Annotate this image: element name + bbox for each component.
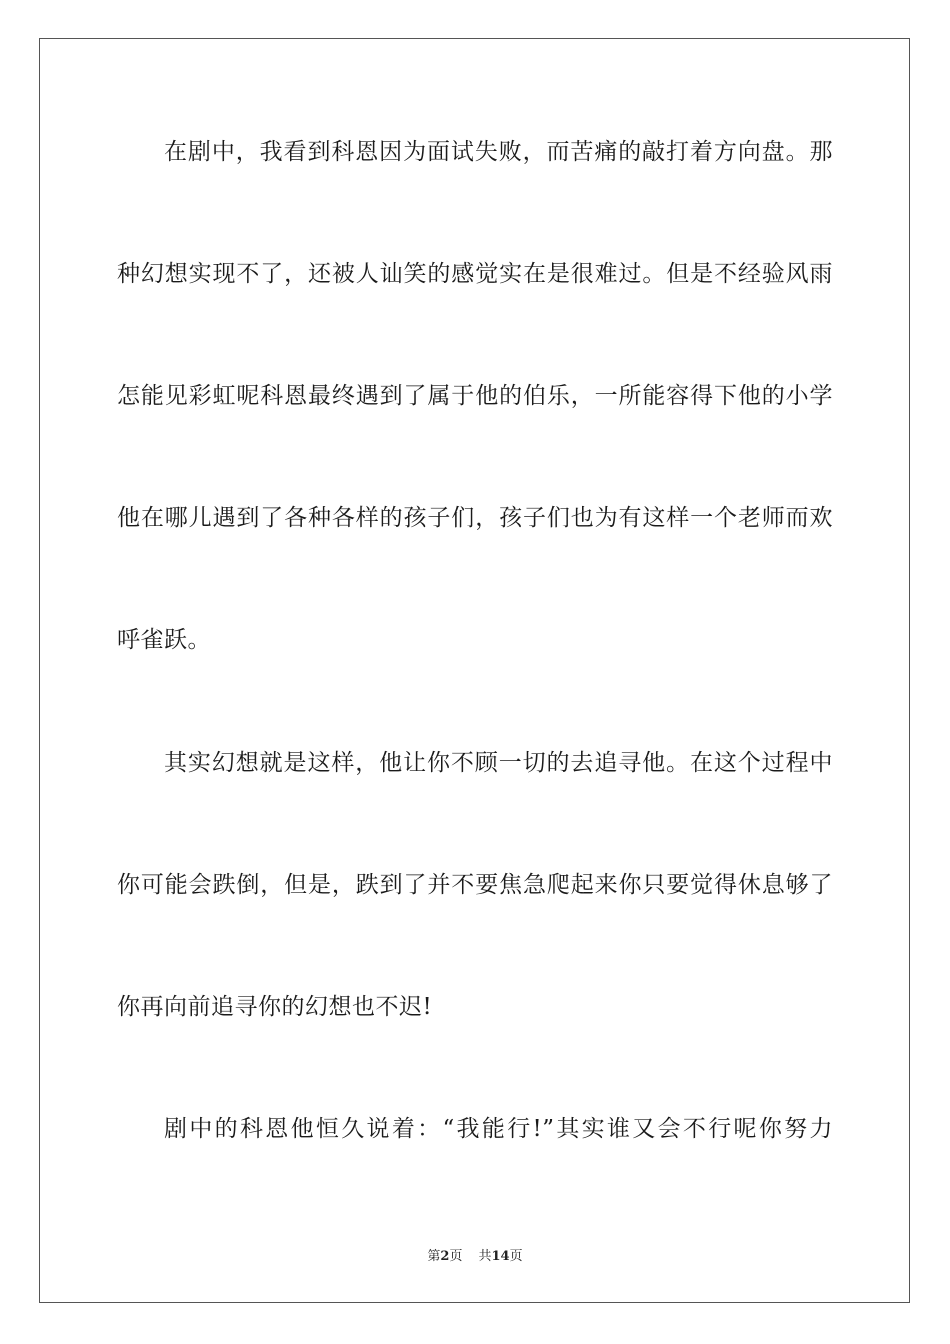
- paragraph-line: 种幻想实现不了，还被人讪笑的感觉实在是很难过。但是不经验风雨: [117, 261, 833, 287]
- total-label-prefix: 共: [478, 1249, 492, 1264]
- page-label-prefix: 第: [427, 1249, 441, 1264]
- paragraph-line: 在剧中，我看到科恩因为面试失败，而苦痛的敲打着方向盘。那: [164, 139, 833, 165]
- paragraph-line: 怎能见彩虹呢科恩最终遇到了属于他的伯乐，一所能容得下他的小学: [117, 383, 833, 409]
- page-label-suffix: 页: [449, 1249, 463, 1264]
- paragraph-line: 剧中的科恩他恒久说着：“我能行!”其实谁又会不行呢你努力: [164, 1116, 833, 1142]
- paragraph-line: 你再向前追寻你的幻想也不迟!: [117, 994, 433, 1020]
- paragraph-line: 呼雀跃。: [117, 627, 211, 653]
- page-footer: [0, 1248, 950, 1266]
- paragraph-line: 你可能会跌倒，但是，跌到了并不要焦急爬起来你只要觉得休息够了: [117, 872, 833, 898]
- paragraph-line: 他在哪儿遇到了各种各样的孩子们，孩子们也为有这样一个老师而欢: [117, 505, 833, 531]
- paragraph-line: 其实幻想就是这样，他让你不顾一切的去追寻他。在这个过程中: [164, 750, 833, 776]
- total-page-number: 14: [491, 1249, 510, 1264]
- total-label-suffix: 页: [509, 1249, 523, 1264]
- current-page-number: 2: [440, 1249, 450, 1264]
